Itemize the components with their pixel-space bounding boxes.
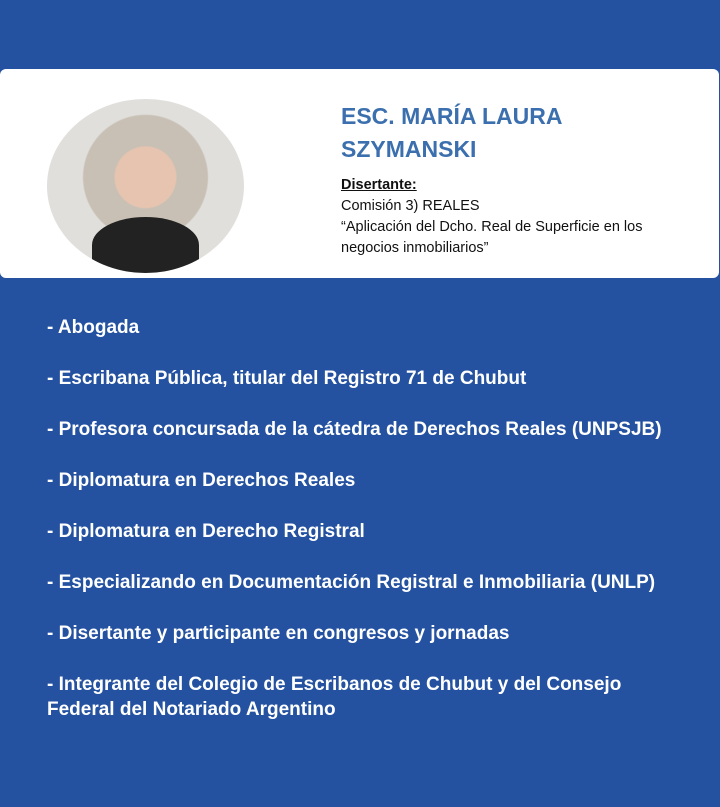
speaker-name xyxy=(341,100,671,166)
credential-item: - Especializando en Documentación Registral e Inmobiliaria (UNLP) xyxy=(47,572,656,593)
role-label: Disertante: xyxy=(341,177,417,193)
credential-item: - Diplomatura en Derechos Reales xyxy=(47,470,356,491)
talk-title: “Aplicación del Dcho. Real de Superficie en los negocios inmobiliarios” xyxy=(341,219,643,256)
talk-info xyxy=(341,175,701,259)
name-line: ESC. MARÍA LAURA xyxy=(341,103,563,129)
credential-item: - Diplomatura en Derecho Registral xyxy=(47,521,365,542)
credential-item: - Escribana Pública, titular del Registro 71 de Chubut xyxy=(47,368,527,389)
photo-shoulders xyxy=(92,217,199,273)
credential-item: - Abogada xyxy=(47,317,140,338)
speaker-photo xyxy=(47,99,244,273)
commission: Comisión 3) REALES xyxy=(341,198,480,214)
speaker-card xyxy=(0,69,719,278)
credential-item: - Profesora concursada de la cátedra de Derechos Reales (UNPSJB) xyxy=(47,419,662,440)
credential-item: - Disertante y participante en congresos y jornadas xyxy=(47,623,510,644)
credential-item: - Integrante del Colegio de Escribanos de Chubut y del Consejo Federal del Notariado Argentino xyxy=(47,674,622,720)
credentials-list xyxy=(47,315,687,722)
name-line: SZYMANSKI xyxy=(341,136,477,162)
